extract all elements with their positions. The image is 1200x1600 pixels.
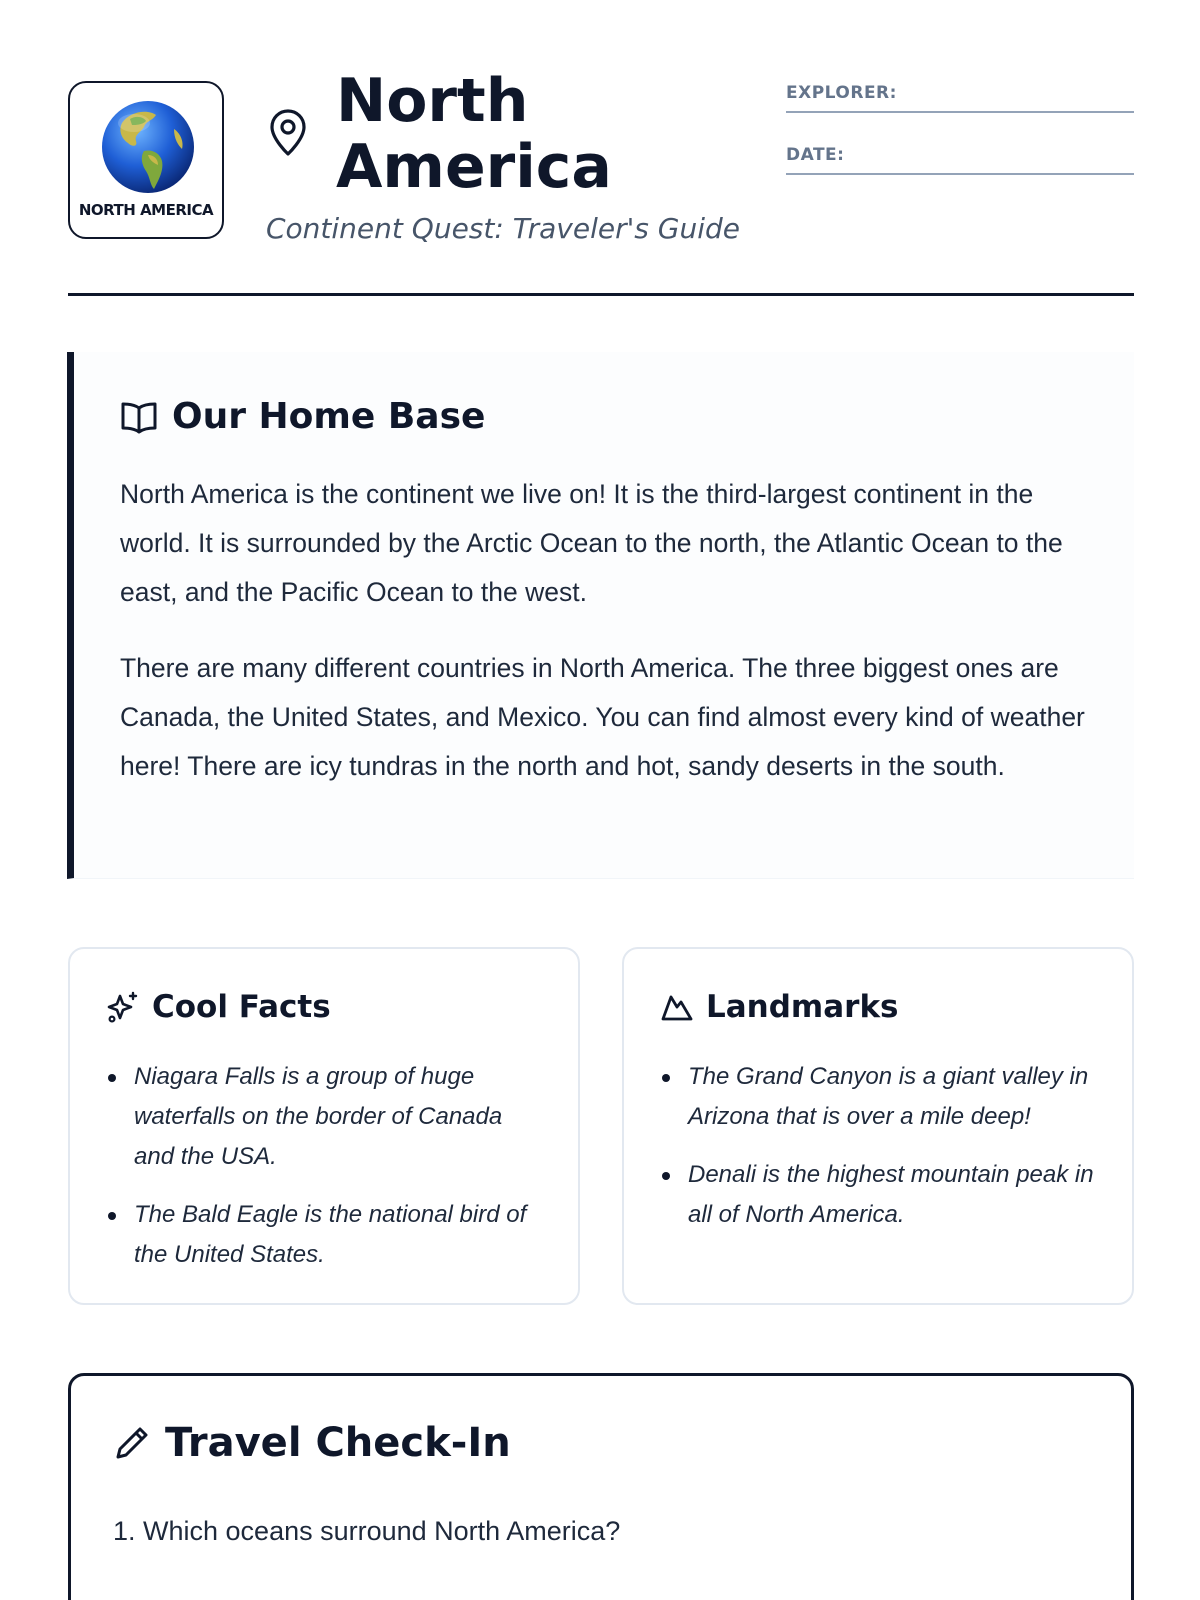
- explorer-label: EXPLORER:: [786, 83, 897, 103]
- cool-facts-list: [106, 1057, 546, 1293]
- list-item: Denali is the highest mountain peak in all of North America.: [660, 1155, 1100, 1235]
- landmarks-header: [660, 989, 899, 1025]
- badge-label: NORTH AMERICA: [78, 201, 214, 219]
- home-base-header: [120, 396, 485, 437]
- home-base-paragraph-2: There are many different countries in North America. The three biggest ones are Canada, the United States, and Mexico. You can find almost every kind of weather here! There are icy tundras in the north and hot, sandy deserts in the south.: [120, 653, 1085, 781]
- globe-icon: [100, 99, 196, 195]
- page-title: [336, 68, 612, 200]
- date-field[interactable]: [786, 145, 1134, 175]
- cool-facts-header: [106, 989, 331, 1025]
- title-line-1: North: [336, 66, 529, 136]
- landmarks-card: [622, 947, 1134, 1305]
- book-open-icon: [120, 400, 158, 434]
- date-line[interactable]: [786, 173, 1134, 175]
- cool-facts-heading: Cool Facts: [152, 989, 331, 1025]
- home-base-section: [67, 352, 1134, 879]
- pencil-icon: [113, 1424, 151, 1462]
- home-base-paragraph-1: North America is the continent we live on! It is the third-largest continent in the world. It is surrounded by the Arctic Ocean to the north, the Atlantic Ocean to the east, and the Pacific Ocean to the west.: [120, 479, 1063, 607]
- travel-check-in-section: [68, 1373, 1134, 1600]
- date-label: DATE:: [786, 145, 845, 165]
- check-in-heading: Travel Check-In: [165, 1420, 511, 1466]
- header-divider: [68, 293, 1134, 296]
- landmarks-heading: Landmarks: [706, 989, 899, 1025]
- landmarks-list: [660, 1057, 1100, 1253]
- question-1: 1. Which oceans surround North America?: [113, 1516, 621, 1546]
- map-pin-icon: [268, 108, 308, 158]
- page-subtitle: Continent Quest: Traveler's Guide: [266, 212, 741, 245]
- cool-facts-card: [68, 947, 580, 1305]
- continent-badge: [68, 81, 224, 239]
- list-item: Niagara Falls is a group of huge waterfalls on the border of Canada and the USA.: [106, 1057, 546, 1177]
- check-in-header: [113, 1420, 511, 1466]
- title-line-2: America: [336, 132, 612, 202]
- list-item: The Grand Canyon is a giant valley in Arizona that is over a mile deep!: [660, 1057, 1100, 1137]
- sparkles-icon: [106, 990, 140, 1024]
- explorer-line[interactable]: [786, 111, 1134, 113]
- explorer-field[interactable]: [786, 83, 1134, 113]
- mountain-icon: [660, 992, 694, 1022]
- list-item: The Bald Eagle is the national bird of the United States.: [106, 1195, 546, 1275]
- home-base-heading: Our Home Base: [172, 396, 486, 437]
